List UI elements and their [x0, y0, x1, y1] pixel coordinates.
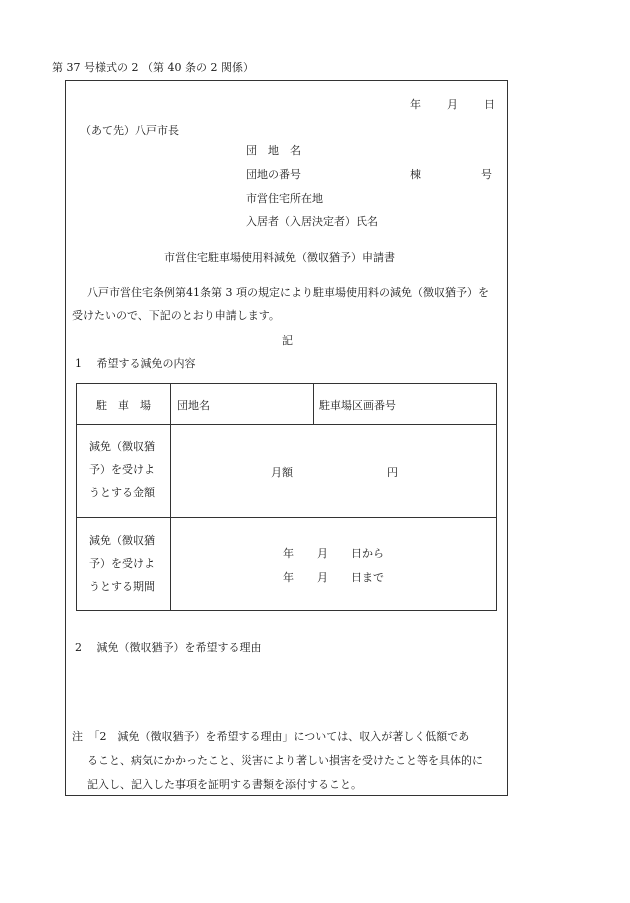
table-border: [76, 424, 497, 425]
section-2-heading: 2 減免（徴収猶予）を希望する理由: [75, 641, 262, 654]
room-number-label: 号: [481, 168, 492, 181]
period-label-line: 予）を受けよ: [89, 557, 155, 570]
period-to-suffix: 日まで: [351, 571, 384, 584]
period-to-month: 月: [317, 571, 328, 584]
table-border: [76, 517, 497, 518]
monthly-amount-label: 月額: [271, 466, 293, 479]
address-label: 市営住宅所在地: [246, 192, 323, 205]
yen-label: 円: [387, 466, 398, 479]
note-line: 注 「2 減免（徴収猶予）を希望する理由」については、収入が著しく低額であ: [72, 730, 470, 743]
danchi-name-label: 団 地 名: [246, 144, 301, 157]
addressee: （あて先）八戸市長: [80, 124, 179, 137]
form-number: 第 37 号様式の 2 （第 40 条の 2 関係）: [52, 61, 254, 74]
table-border: [496, 383, 497, 611]
table-border: [76, 610, 497, 611]
amount-label: [89, 435, 155, 504]
period-label-line: 減免（徴収猶: [89, 534, 155, 547]
period-from-year: 年: [283, 547, 294, 560]
parking-label: 駐 車 場: [96, 399, 151, 412]
date-month: 月: [447, 98, 458, 111]
period-label-line: うとする期間: [89, 580, 155, 593]
body-text-line: 八戸市営住宅条例第41条第 3 項の規定により駐車場使用料の減免（徴収猶予）を: [87, 286, 489, 299]
table-border: [76, 383, 497, 384]
danchi-number-label: 団地の番号: [246, 168, 301, 181]
period-to-year: 年: [283, 571, 294, 584]
table-border: [170, 383, 171, 611]
danchi-name-column: 団地名: [177, 399, 210, 412]
table-border: [76, 383, 77, 611]
table-border: [313, 383, 314, 425]
form-title: 市営住宅駐車場使用料減免（徴収猶予）申請書: [164, 251, 395, 264]
amount-label-line: 減免（徴収猶: [89, 440, 155, 453]
note-line: ること、病気にかかったこと、災害により著しい損害を受けたこと等を具体的に: [87, 754, 483, 767]
resident-name-label: 入居者（入居決定者）氏名: [246, 215, 378, 228]
period-from-suffix: 日から: [351, 547, 384, 560]
amount-label-line: 予）を受けよ: [89, 463, 155, 476]
building-label: 棟: [410, 168, 421, 181]
period-from-month: 月: [317, 547, 328, 560]
date-line: [410, 96, 495, 112]
parking-lot-number-column: 駐車場区画番号: [319, 399, 396, 412]
body-text-line: 受けたいので、下記のとおり申請します。: [72, 309, 280, 322]
section-1-heading: 1 希望する減免の内容: [75, 357, 196, 370]
ki-heading: 記: [282, 334, 293, 347]
date-year: 年: [410, 98, 421, 111]
amount-label-line: うとする金額: [89, 486, 155, 499]
period-label: [89, 529, 155, 598]
note-line: 記入し、記入した事項を証明する書類を添付すること。: [87, 778, 362, 791]
date-day: 日: [484, 98, 495, 111]
